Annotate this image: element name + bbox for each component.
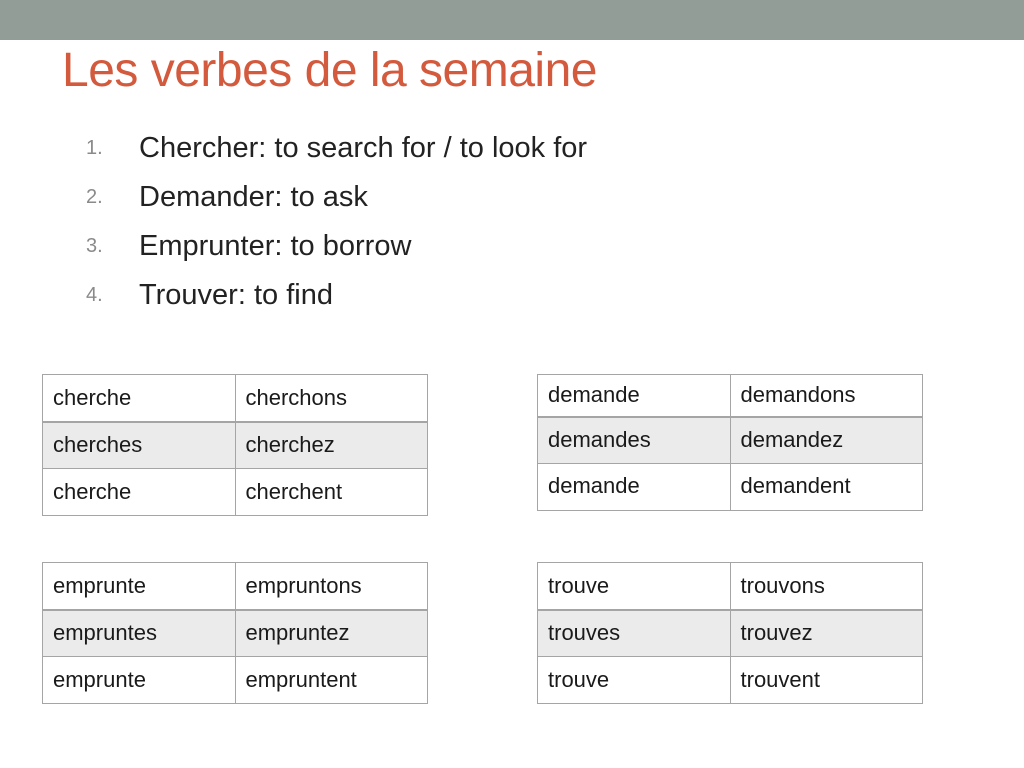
table-row bbox=[538, 657, 923, 704]
list-number: 1. bbox=[86, 137, 103, 159]
table-cell: cherche bbox=[43, 469, 236, 516]
table-cell: demandent bbox=[730, 464, 923, 511]
table-row bbox=[538, 417, 923, 464]
table-cell: demandons bbox=[730, 375, 923, 417]
verb-list-item bbox=[86, 222, 587, 271]
table-row bbox=[538, 464, 923, 511]
table-cell: trouvons bbox=[730, 563, 923, 610]
table-cell: demande bbox=[538, 375, 731, 417]
table-cell: trouves bbox=[538, 610, 731, 657]
table-row bbox=[43, 657, 428, 704]
table-row bbox=[538, 563, 923, 610]
list-number: 4. bbox=[86, 284, 103, 306]
verb-list-item bbox=[86, 173, 587, 222]
list-number: 3. bbox=[86, 235, 103, 257]
verb-definition: Trouver: to find bbox=[139, 279, 333, 311]
list-number: 2. bbox=[86, 186, 103, 208]
verb-list-item bbox=[86, 124, 587, 173]
demander-conjugation-table bbox=[537, 374, 923, 511]
table-cell: empruntent bbox=[235, 657, 428, 704]
table-cell: emprunte bbox=[43, 657, 236, 704]
table-cell: empruntes bbox=[43, 610, 236, 657]
table-cell: empruntez bbox=[235, 610, 428, 657]
chercher-conjugation-table bbox=[42, 374, 428, 516]
table-cell: cherches bbox=[43, 422, 236, 469]
table-cell: cherchent bbox=[235, 469, 428, 516]
table-row bbox=[43, 422, 428, 469]
table-cell: demandez bbox=[730, 417, 923, 464]
table-cell: emprunte bbox=[43, 563, 236, 610]
table-cell: cherchez bbox=[235, 422, 428, 469]
table-cell: trouvez bbox=[730, 610, 923, 657]
table-row bbox=[538, 610, 923, 657]
table-cell: empruntons bbox=[235, 563, 428, 610]
slide-title: Les verbes de la semaine bbox=[62, 44, 597, 97]
table-cell: cherche bbox=[43, 375, 236, 422]
table-row bbox=[43, 469, 428, 516]
table-cell: demandes bbox=[538, 417, 731, 464]
table-cell: trouve bbox=[538, 563, 731, 610]
table-cell: trouvent bbox=[730, 657, 923, 704]
verb-list-item bbox=[86, 271, 587, 320]
table-row bbox=[43, 563, 428, 610]
trouver-conjugation-table bbox=[537, 562, 923, 704]
emprunter-conjugation-table bbox=[42, 562, 428, 704]
table-row bbox=[538, 375, 923, 417]
table-cell: demande bbox=[538, 464, 731, 511]
top-bar bbox=[0, 0, 1024, 40]
table-row bbox=[43, 610, 428, 657]
table-row bbox=[43, 375, 428, 422]
verb-definition: Chercher: to search for / to look for bbox=[139, 132, 588, 164]
table-cell: trouve bbox=[538, 657, 731, 704]
verb-definition: Demander: to ask bbox=[139, 181, 368, 213]
verb-list bbox=[86, 124, 587, 320]
verb-definition: Emprunter: to borrow bbox=[139, 230, 412, 262]
table-cell: cherchons bbox=[235, 375, 428, 422]
